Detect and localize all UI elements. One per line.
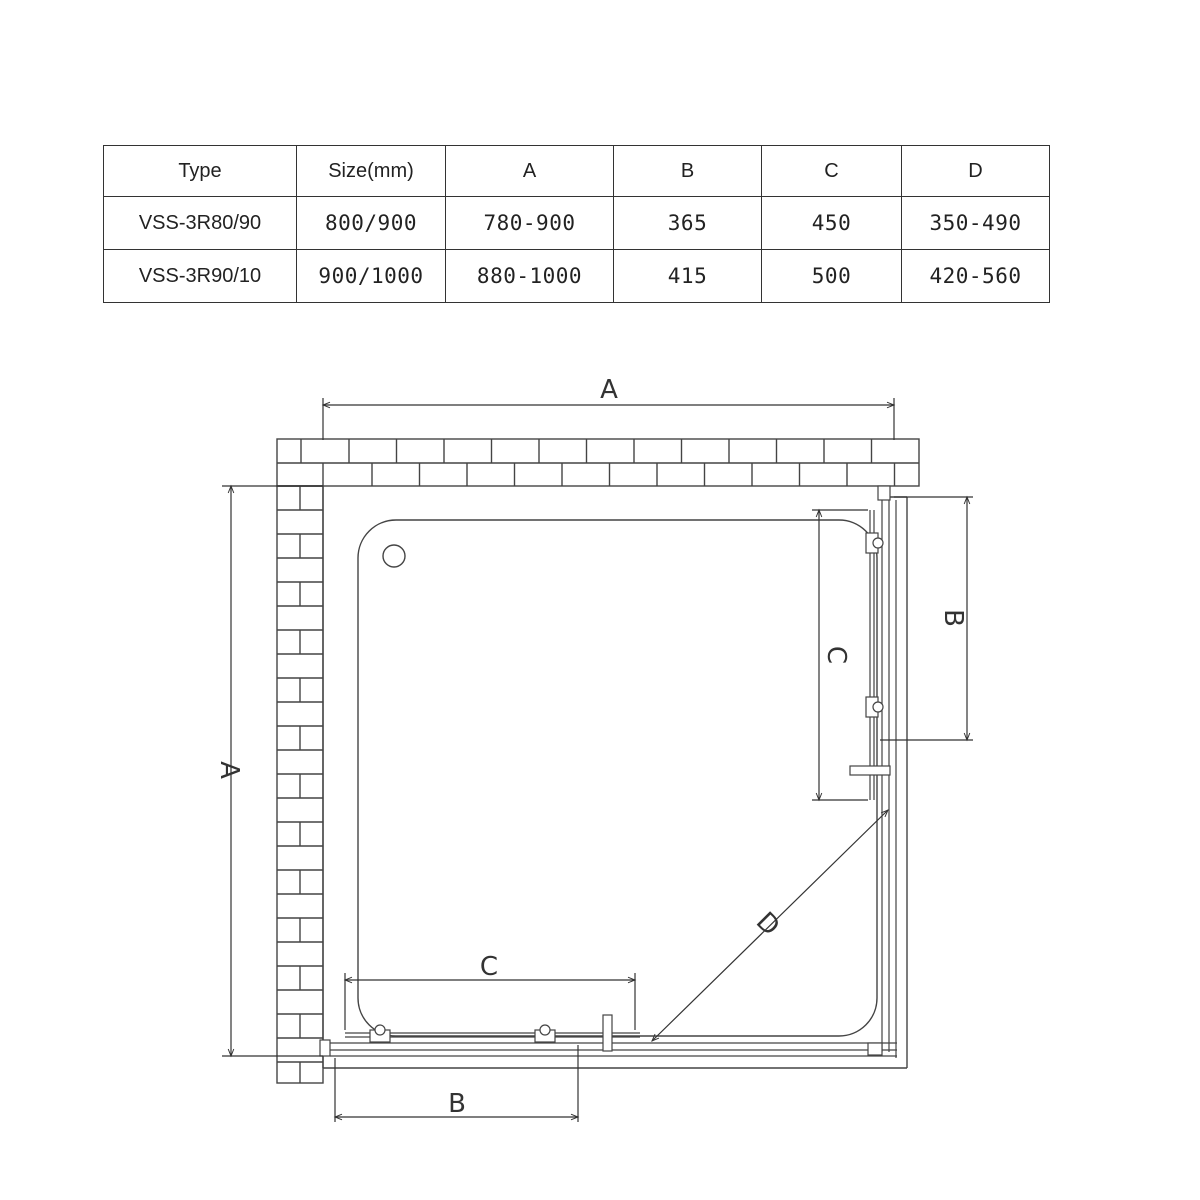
header-b: B bbox=[614, 146, 762, 197]
label-b-right: B bbox=[938, 609, 968, 627]
label-b-bottom: B bbox=[448, 1089, 466, 1119]
cell-d: 420-560 bbox=[902, 250, 1050, 303]
cell-b: 365 bbox=[614, 197, 762, 250]
cell-a: 780-900 bbox=[446, 197, 614, 250]
left-brick-wall bbox=[277, 486, 323, 1083]
cell-d: 350-490 bbox=[902, 197, 1050, 250]
header-d: D bbox=[902, 146, 1050, 197]
header-size: Size(mm) bbox=[297, 146, 446, 197]
drain-icon bbox=[383, 545, 405, 567]
label-c-bottom: C bbox=[479, 952, 499, 982]
door-hardware bbox=[320, 486, 890, 1056]
roller-icon bbox=[866, 697, 883, 717]
cell-type: VSS-3R90/10 bbox=[104, 250, 297, 303]
label-a-top: A bbox=[600, 375, 618, 405]
handle-icon bbox=[850, 766, 890, 775]
label-a-left: A bbox=[214, 761, 244, 779]
roller-icon bbox=[535, 1025, 555, 1042]
cell-c: 500 bbox=[762, 250, 902, 303]
cell-a: 880-1000 bbox=[446, 250, 614, 303]
cell-c: 450 bbox=[762, 197, 902, 250]
dimension-lines bbox=[222, 398, 973, 1122]
cell-type: VSS-3R80/90 bbox=[104, 197, 297, 250]
cell-size: 900/1000 bbox=[297, 250, 446, 303]
corner-bracket-icon bbox=[320, 486, 890, 1056]
label-c-right: C bbox=[821, 645, 851, 665]
label-d-diag: D bbox=[749, 906, 786, 943]
shower-tray bbox=[358, 520, 877, 1036]
cell-size: 800/900 bbox=[297, 197, 446, 250]
header-type: Type bbox=[104, 146, 297, 197]
roller-icon bbox=[866, 533, 883, 553]
handle-icon bbox=[603, 1015, 612, 1051]
header-c: C bbox=[762, 146, 902, 197]
top-brick-wall bbox=[277, 439, 919, 486]
header-a: A bbox=[446, 146, 614, 197]
cell-b: 415 bbox=[614, 250, 762, 303]
